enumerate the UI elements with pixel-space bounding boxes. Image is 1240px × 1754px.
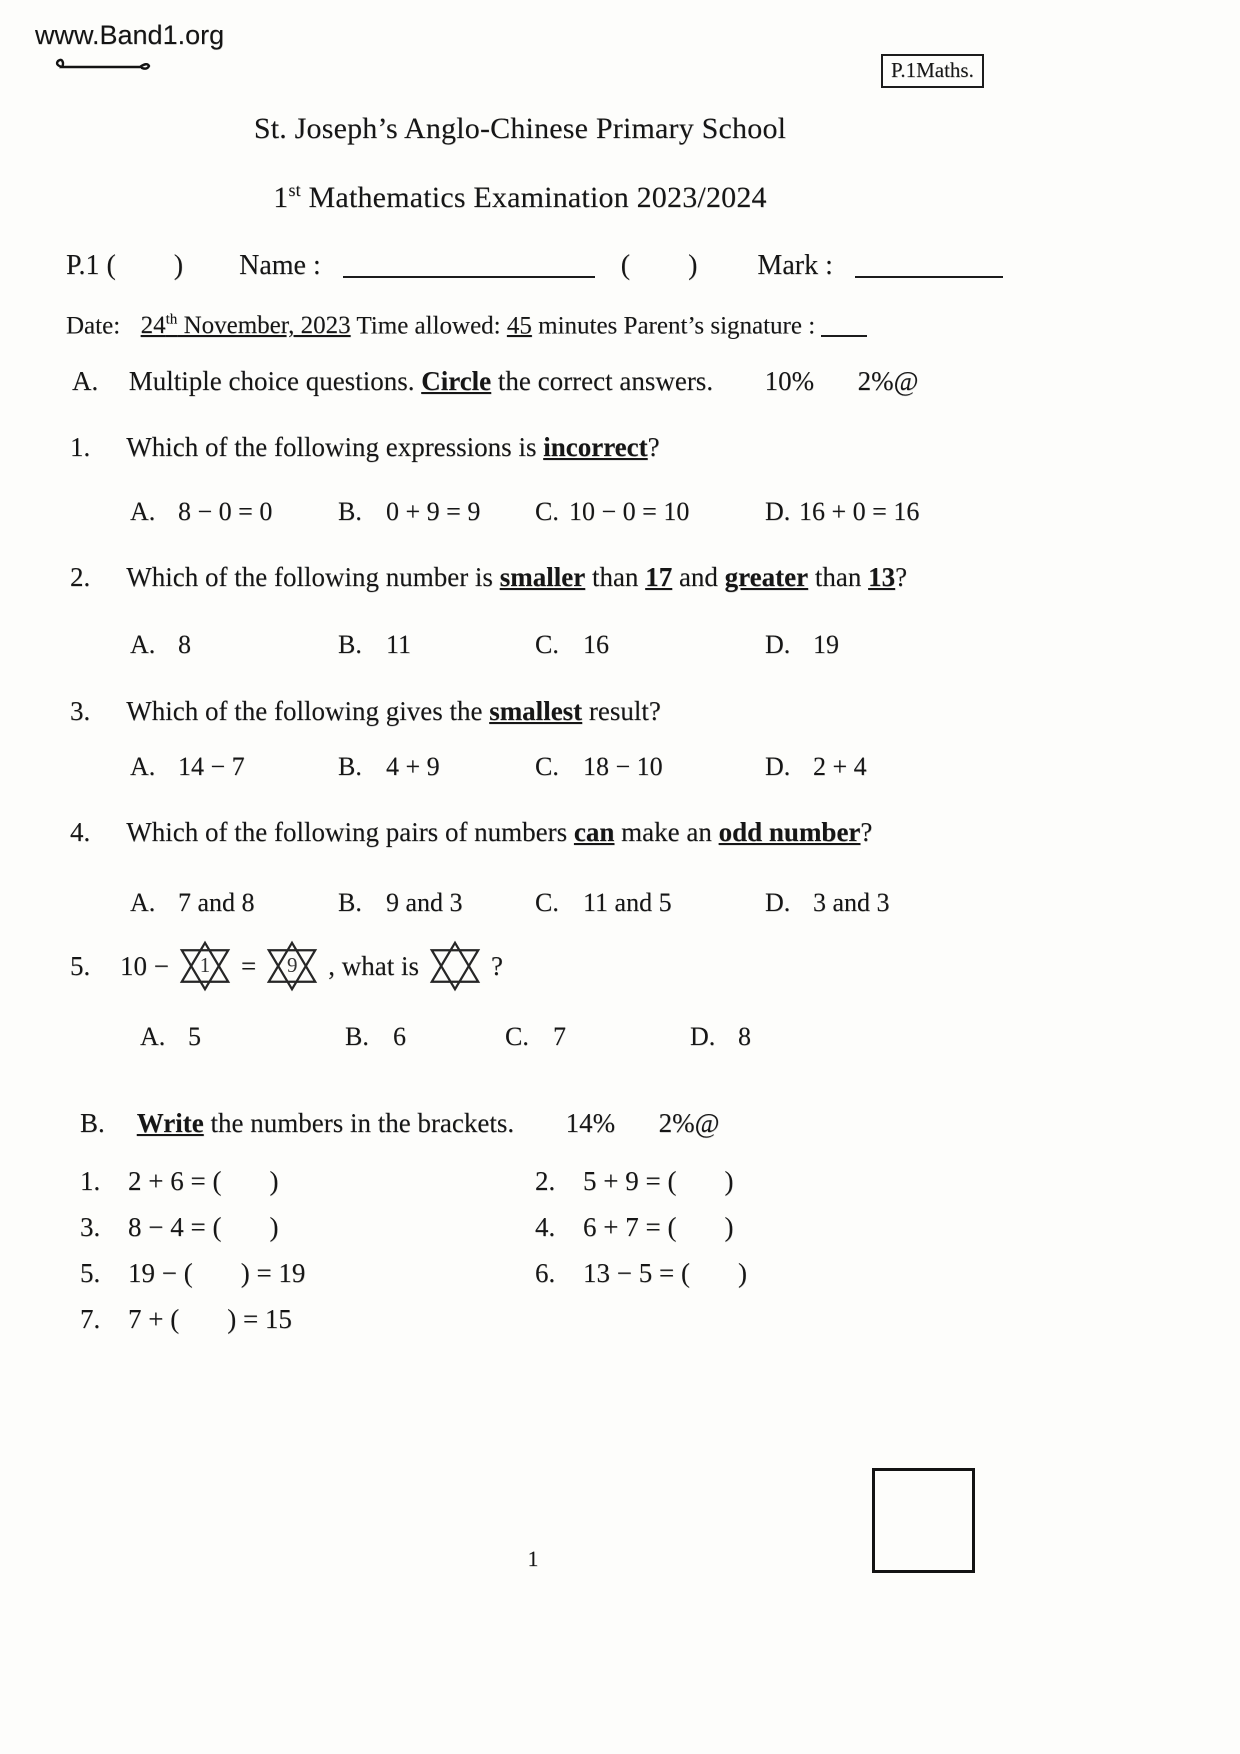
fill-in-item-6: 6. 13 − 5 = ( )	[535, 1258, 747, 1288]
option-c: C. 18 − 10	[535, 752, 663, 781]
option-b: B. 6	[345, 1022, 406, 1051]
question-4: 4. Which of the following pairs of numbers can make an odd number?	[70, 817, 873, 847]
date-label: Date:	[66, 312, 121, 340]
option-b: B. 9 and 3	[338, 888, 463, 917]
corner-tag: P.1Maths.	[881, 54, 984, 88]
mark-blank	[855, 250, 1003, 278]
question-5-options	[140, 1022, 751, 1052]
fill-in-item-7: 7. 7 + ( ) = 15	[80, 1304, 292, 1334]
option-d: D. 3 and 3	[765, 888, 890, 917]
fill-in-item-1: 1. 2 + 6 = ( )	[80, 1166, 279, 1196]
score-box	[872, 1468, 975, 1573]
section-a-label: A.	[72, 366, 99, 396]
question-1: 1. Which of the following expressions is incorrect?	[70, 432, 660, 462]
section-b-label: B.	[80, 1108, 105, 1138]
option-a: A. 8 − 0 = 0	[130, 497, 273, 526]
time-unit: minutes	[538, 312, 624, 340]
option-b: B. 11	[338, 630, 412, 659]
section-a-per-item: 2%@	[857, 366, 919, 396]
star-icon	[264, 940, 320, 992]
option-b: B. 0 + 9 = 9	[338, 497, 481, 526]
section-b-header: B. Write the numbers in the brackets. 14% 2%@	[80, 1108, 720, 1138]
fill-in-row	[80, 1304, 747, 1350]
question-4-options	[130, 888, 890, 918]
class-label: P.1 (	[66, 250, 116, 281]
option-d: D. 2 + 4	[765, 752, 867, 781]
class-number-paren-close: )	[688, 250, 698, 281]
section-a-header: A. Multiple choice questions. Circle the correct answers. 10% 2%@	[72, 366, 919, 396]
school-title: St. Joseph’s Anglo-Chinese Primary School	[253, 112, 787, 145]
option-d: D. 19	[765, 630, 839, 659]
fill-in-item-2: 2. 5 + 9 = ( )	[535, 1166, 734, 1196]
write-instruction: Write	[136, 1108, 204, 1138]
page-number: 1	[527, 1546, 539, 1571]
class-number-paren-open: (	[620, 250, 631, 281]
question-number: 3.	[70, 696, 91, 726]
option-d: D. 8	[690, 1022, 751, 1051]
date-line	[66, 312, 867, 340]
fill-in-item-4: 4. 6 + 7 = ( )	[535, 1212, 734, 1242]
question-number: 1.	[70, 432, 91, 462]
ordinal-suffix: st	[288, 180, 301, 200]
option-c: C. 10 − 0 = 10	[535, 497, 690, 526]
name-label: Name :	[239, 250, 321, 281]
option-d: D. 16 + 0 = 16	[765, 497, 920, 526]
fill-in-row	[80, 1258, 747, 1304]
option-a: A. 8	[130, 630, 191, 659]
class-paren-close: )	[173, 250, 184, 281]
fill-in-row	[80, 1212, 747, 1258]
fill-in-row	[80, 1166, 747, 1212]
mark-label: Mark :	[757, 250, 833, 281]
fill-in-item-3: 3. 8 − 4 = ( )	[80, 1212, 279, 1242]
info-line	[66, 250, 1003, 282]
section-b-per-item: 2%@	[658, 1108, 720, 1138]
star-handwritten-mark: 9	[286, 953, 298, 977]
option-a: A. 14 − 7	[130, 752, 245, 781]
circle-instruction: Circle	[421, 366, 492, 396]
section-b-items	[80, 1166, 747, 1350]
option-b: B. 4 + 9	[338, 752, 440, 781]
time-allowed-label: Time allowed:	[356, 312, 507, 340]
option-a: A. 7 and 8	[130, 888, 255, 917]
question-2-options	[130, 630, 839, 660]
time-allowed-value: 45	[506, 312, 532, 340]
section-b-marks: 14%	[565, 1108, 616, 1138]
star-handwritten-mark: 1	[199, 953, 211, 977]
question-number: 2.	[70, 562, 91, 592]
star-icon	[427, 940, 483, 992]
signature-blank	[821, 312, 867, 337]
option-c: C. 7	[505, 1022, 566, 1051]
option-a: A. 5	[140, 1022, 201, 1051]
question-3: 3. Which of the following gives the smallest result?	[70, 696, 661, 726]
exam-title: 1st Mathematics Examination 2023/2024	[273, 180, 767, 214]
question-number: 5.	[70, 950, 91, 981]
signature-label: Parent’s signature :	[623, 312, 816, 340]
date-value: 24th November, 2023	[140, 312, 351, 340]
option-c: C. 11 and 5	[535, 888, 672, 917]
section-a-marks: 10%	[764, 366, 815, 396]
pen-stroke-icon	[52, 58, 152, 81]
question-number: 4.	[70, 817, 91, 847]
star-icon	[177, 940, 233, 992]
question-1-options	[130, 497, 919, 527]
watermark: www.Band1.org	[35, 20, 225, 50]
question-5: 5. 10 − 1 = 9 , what is ?	[70, 940, 503, 992]
question-3-options	[130, 752, 867, 782]
question-2: 2. Which of the following number is smaller than 17 and greater than 13?	[70, 562, 908, 592]
option-c: C. 16	[535, 630, 609, 659]
fill-in-item-5: 5. 19 − ( ) = 19	[80, 1258, 306, 1288]
name-blank	[343, 250, 595, 278]
